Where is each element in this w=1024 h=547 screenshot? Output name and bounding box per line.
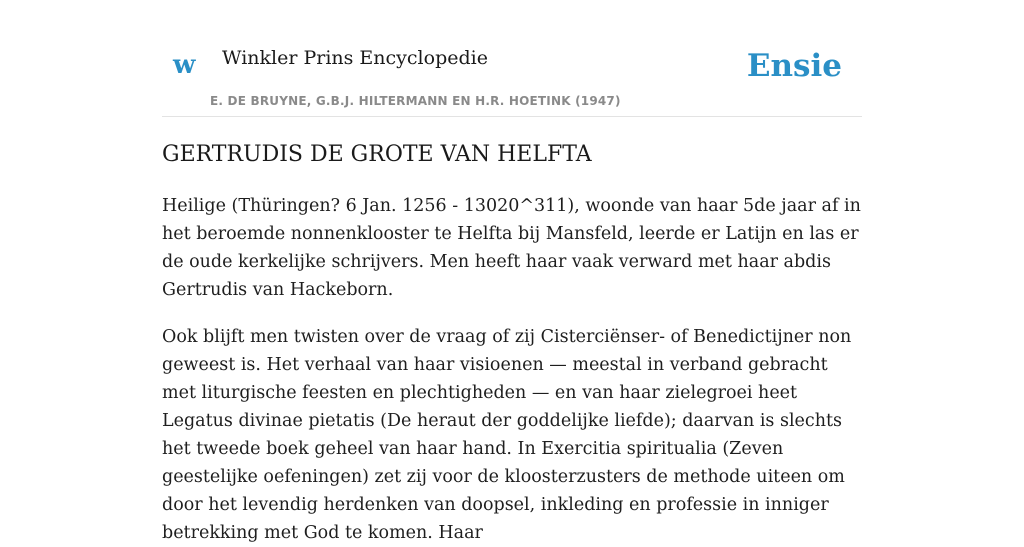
- article-paragraph: Heilige (Thüringen? 6 Jan. 1256 - 13020^311), woonde van haar 5de jaar af in het beroemde nonnenklooster te Helfta bij Mansfeld, leerde er Latijn en las er de oude kerkelijke schrijvers. Men heeft haar vaak verward met haar abdis Gertrudis van Hackeborn.: [162, 196, 861, 300]
- winkler-prins-logo[interactable]: w: [173, 50, 196, 80]
- source-byline: E. DE BRUYNE, G.B.J. HILTERMANN EN H.R. HOETINK (1947): [210, 94, 621, 108]
- ensie-brand-logo[interactable]: Ensie: [746, 48, 842, 84]
- source-title[interactable]: Winkler Prins Encyclopedie: [222, 47, 488, 69]
- article-paragraph: Ook blijft men twisten over de vraag of zij Cisterciënser- of Benedictijner non geweest is. Het verhaal van haar visioenen — meestal in verband gebracht met liturgische feesten en plechtigheden — en van haar zielegroei heet Legatus divinae pietatis (De heraut der goddelijke liefde); daarvan is slechts het tweede boek geheel van haar hand. In Exercitia spiritualia (Zeven geestelijke oefeningen) zet zij voor de kloosterzusters de methode uiteen om door het levendig herdenken van doopsel, inkleding en professie in inniger betrekking met God te komen. Haar: [162, 327, 852, 543]
- article-title: GERTRUDIS DE GROTE VAN HELFTA: [162, 142, 592, 167]
- article: [162, 140, 862, 547]
- source-header: [162, 0, 862, 117]
